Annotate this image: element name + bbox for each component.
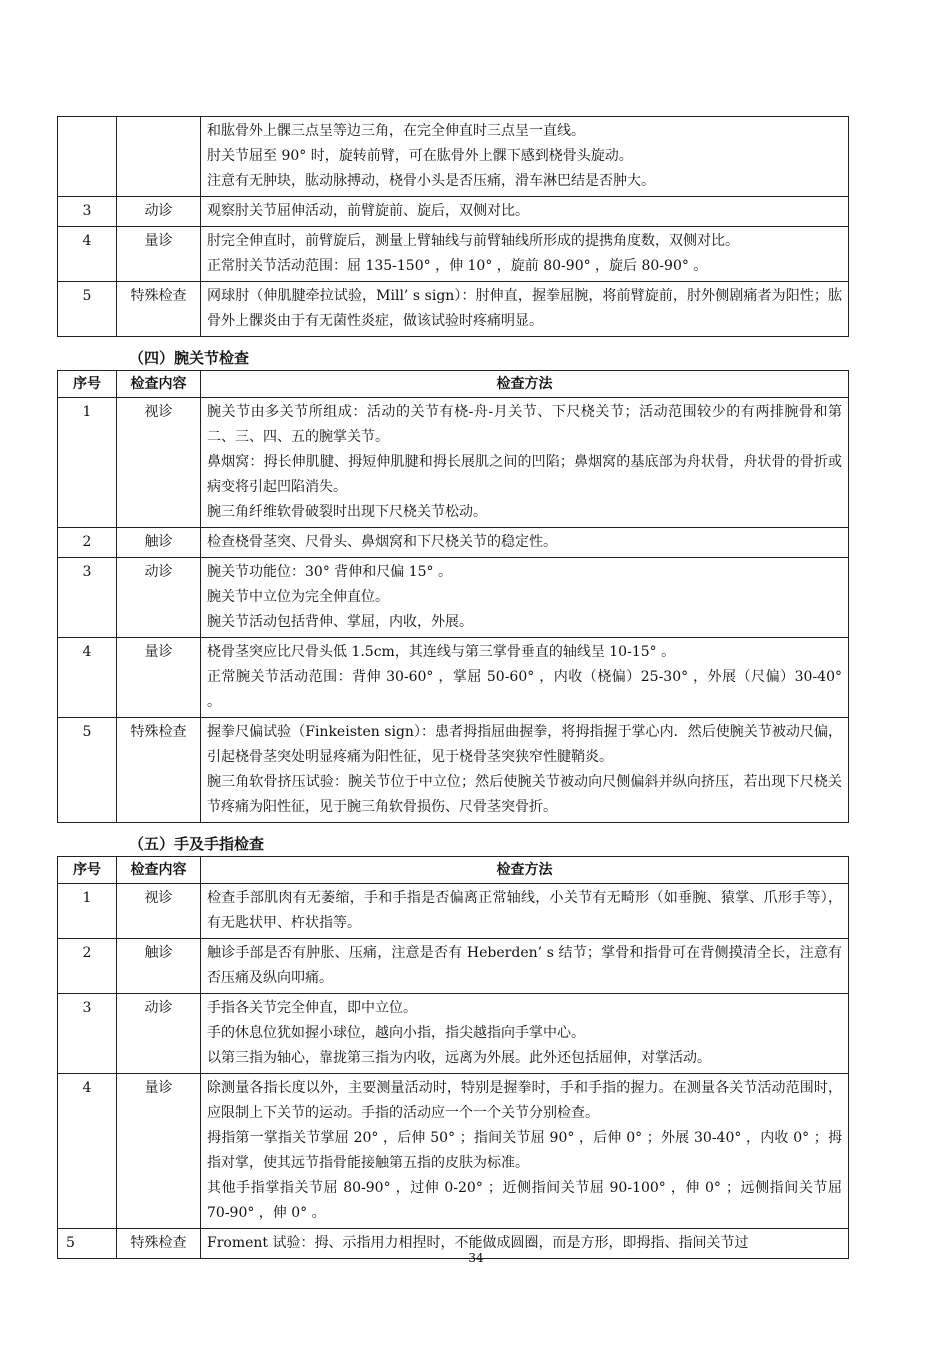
- table-row: [58, 398, 849, 528]
- table-row: [58, 638, 849, 718]
- method-line: 肘完全伸直时，前臂旋后，测量上臂轴线与前臂轴线所形成的提携角度数，双侧对比。: [207, 233, 739, 249]
- method-line: 腕关节由多关节所组成：活动的关节有桡-舟-月关节、下尺桡关节；活动范围较少的有两排腕骨和第二、三、四、五的腕掌关节。: [207, 404, 842, 445]
- hand-table-body: [58, 884, 849, 1259]
- table-row: [58, 994, 849, 1074]
- exam-item: 视诊: [117, 398, 201, 528]
- method-line: 桡骨茎突应比尺骨头低 1.5cm，其连线与第三掌骨垂直的轴线呈 10-15° 。: [207, 644, 676, 660]
- exam-item: 特殊检查: [117, 718, 201, 823]
- document-page: [57, 116, 848, 1259]
- exam-item: [117, 117, 201, 197]
- exam-method: [201, 558, 849, 638]
- exam-item: 量诊: [117, 227, 201, 282]
- header-number: 序号: [58, 371, 117, 398]
- row-number: 2: [58, 939, 117, 994]
- table-row: [58, 197, 849, 227]
- method-line: 腕关节中立位为完全伸直位。: [207, 589, 389, 605]
- method-line: 其他手指掌指关节屈 80-90° ，过伸 0-20° ；近侧指间关节屈 90-100° ，伸 0° ；远侧指间关节屈 70-90° ，伸 0° 。: [207, 1180, 842, 1221]
- header-item: 检查内容: [117, 371, 201, 398]
- table-row: [58, 558, 849, 638]
- table-row: [58, 528, 849, 558]
- method-line: 肘关节屈至 90° 时，旋转前臂，可在肱骨外上髁下感到桡骨头旋动。: [207, 148, 633, 164]
- table-header-row: [58, 857, 849, 884]
- header-method: 检查方法: [201, 857, 849, 884]
- hand-section-title: （五）手及手指检查: [129, 835, 265, 853]
- row-number: 5: [58, 1229, 117, 1259]
- row-number: 4: [58, 638, 117, 718]
- method-line: 和肱骨外上髁三点呈等边三角，在完全伸直时三点呈一直线。: [207, 123, 585, 139]
- method-line: 检查手部肌肉有无萎缩，手和手指是否偏离正常轴线，小关节有无畸形（如垂腕、猿掌、爪形手等），有无匙状甲、杵状指等。: [207, 890, 842, 931]
- table-row: [58, 939, 849, 994]
- exam-method: [201, 117, 849, 197]
- header-number: 序号: [58, 857, 117, 884]
- wrist-exam-table: [57, 370, 849, 823]
- row-number: 3: [58, 994, 117, 1074]
- row-number: 5: [58, 282, 117, 337]
- exam-method: [201, 1074, 849, 1229]
- exam-method: [201, 884, 849, 939]
- method-line: 触诊手部是否有肿胀、压痛，注意是否有 Heberden’ s 结节；掌骨和指骨可在背侧摸清全长，注意有否压痛及纵向叩痛。: [207, 945, 842, 986]
- method-line: 以第三指为轴心，靠拢第三指为内收，远离为外展。此外还包括屈伸，对掌活动。: [207, 1050, 711, 1066]
- method-line: 拇指第一掌指关节掌屈 20° ，后伸 50° ；指间关节屈 90° ，后伸 0° ；外展 30-40° ，内收 0° ；拇指对掌，使其远节指骨能接触第五指的皮肤为标准。: [207, 1130, 842, 1171]
- method-line: 检查桡骨茎突、尺骨头、鼻烟窝和下尺桡关节的稳定性。: [207, 534, 557, 550]
- exam-method: [201, 197, 849, 227]
- exam-item: 动诊: [117, 558, 201, 638]
- exam-item: 特殊检查: [117, 282, 201, 337]
- exam-item: 动诊: [117, 197, 201, 227]
- exam-method: [201, 398, 849, 528]
- row-number: 4: [58, 1074, 117, 1229]
- method-line: 腕三角纤维软骨破裂时出现下尺桡关节松动。: [207, 504, 487, 520]
- exam-item: 触诊: [117, 528, 201, 558]
- method-line: 除测量各指长度以外，主要测量活动时，特别是握拳时，手和手指的握力。在测量各关节活动范围时，应限制上下关节的运动。手指的活动应一个一个关节分别检查。: [207, 1080, 842, 1121]
- method-line: 腕关节活动包括背伸、掌屈，内收，外展。: [207, 614, 473, 630]
- method-line: 网球肘（伸肌腱牵拉试验，Mill’ s sign）：肘伸直，握拳屈腕，将前臂旋前，肘外侧剧痛者为阳性；肱骨外上髁炎由于有无菌性炎症，做该试验时疼痛明显。: [207, 288, 842, 329]
- method-line: Froment 试验：拇、示指用力相捏时，不能做成圆圈，而是方形，即拇指、指间关节过: [207, 1235, 749, 1251]
- exam-method: [201, 939, 849, 994]
- exam-method: [201, 227, 849, 282]
- method-line: 腕三角软骨挤压试验：腕关节位于中立位；然后使腕关节被动向尺侧偏斜并纵向挤压，若出现下尺桡关节疼痛为阳性征，见于腕三角软骨损伤、尺骨茎突骨折。: [207, 774, 842, 815]
- wrist-table-body: [58, 398, 849, 823]
- method-line: 正常腕关节活动范围：背伸 30-60° ，掌屈 50-60° ，内收（桡偏）25-30° ，外展（尺偏）30-40° 。: [207, 669, 842, 710]
- method-line: 正常肘关节活动范围：屈 135-150° ，伸 10° ，旋前 80-90° ，旋后 80-90° 。: [207, 258, 708, 274]
- exam-method: [201, 718, 849, 823]
- method-line: 手指各关节完全伸直，即中立位。: [207, 1000, 417, 1016]
- table-row: [58, 227, 849, 282]
- row-number: 1: [58, 884, 117, 939]
- method-line: 握拳尺偏试验（Finkeisten sign）：患者拇指屈曲握拳，将拇指握于掌心内．然后使腕关节被动尺偏，引起桡骨茎突处明显疼痛为阳性征，见于桡骨茎突狭窄性腱鞘炎。: [207, 724, 842, 765]
- exam-item: 动诊: [117, 994, 201, 1074]
- table-row: [58, 117, 849, 197]
- method-line: 鼻烟窝：拇长伸肌腱、拇短伸肌腱和拇长展肌之间的凹陷；鼻烟窝的基底部为舟状骨，舟状骨的骨折或病变将引起凹陷消失。: [207, 454, 842, 495]
- table-row: [58, 884, 849, 939]
- table-row: [58, 1074, 849, 1229]
- row-number: 5: [58, 718, 117, 823]
- exam-item: 量诊: [117, 638, 201, 718]
- elbow-table-continued: [57, 116, 849, 337]
- row-number: [58, 117, 117, 197]
- page-number: 34: [468, 1251, 484, 1265]
- exam-method: [201, 994, 849, 1074]
- row-number: 3: [58, 558, 117, 638]
- row-number: 1: [58, 398, 117, 528]
- hand-exam-table: [57, 856, 849, 1259]
- method-line: 观察肘关节屈伸活动，前臂旋前、旋后，双侧对比。: [207, 203, 529, 219]
- exam-item: 量诊: [117, 1074, 201, 1229]
- method-line: 注意有无肿块，肱动脉搏动，桡骨小头是否压痛，滑车淋巴结是否肿大。: [207, 173, 655, 189]
- exam-item: 视诊: [117, 884, 201, 939]
- exam-method: [201, 528, 849, 558]
- table-row: [58, 282, 849, 337]
- wrist-section-title: （四）腕关节检查: [129, 349, 250, 367]
- method-line: 腕关节功能位：30° 背伸和尺偏 15° 。: [207, 564, 452, 580]
- exam-method: [201, 638, 849, 718]
- elbow-table-body: [58, 117, 849, 337]
- header-method: 检查方法: [201, 371, 849, 398]
- exam-item: 特殊检查: [117, 1229, 201, 1259]
- row-number: 4: [58, 227, 117, 282]
- exam-item: 触诊: [117, 939, 201, 994]
- header-item: 检查内容: [117, 857, 201, 884]
- table-header-row: [58, 371, 849, 398]
- row-number: 3: [58, 197, 117, 227]
- table-row: [58, 718, 849, 823]
- exam-method: [201, 282, 849, 337]
- row-number: 2: [58, 528, 117, 558]
- method-line: 手的休息位犹如握小球位，越向小指，指尖越指向手掌中心。: [207, 1025, 585, 1041]
